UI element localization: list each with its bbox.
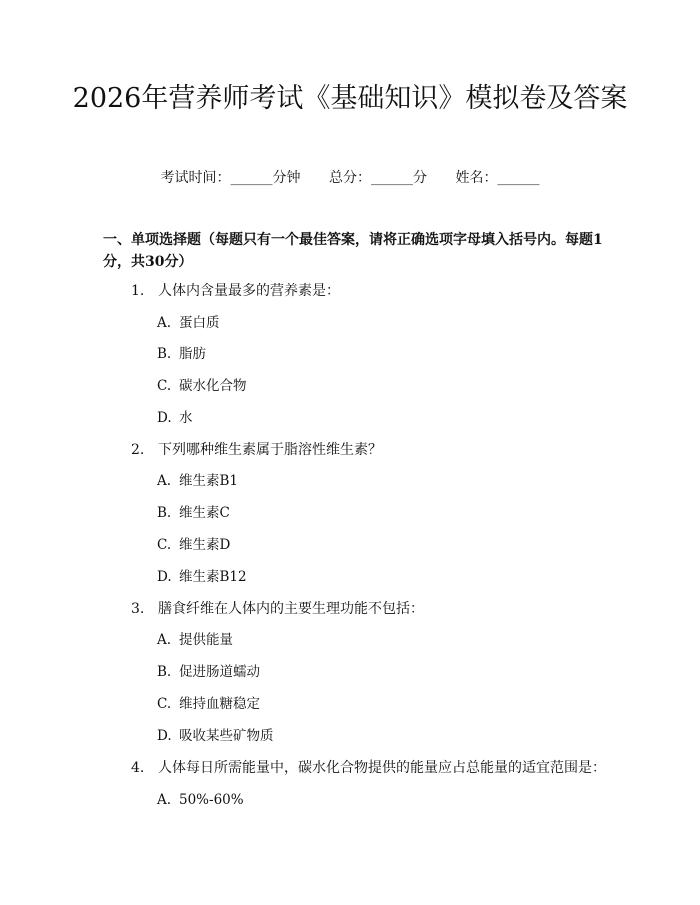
- option-item: [157, 344, 206, 364]
- student-name: 姓名：______: [455, 170, 540, 186]
- option-letter: D.: [157, 728, 172, 744]
- question-text: 膳食纤维在人体内的主要生理功能不包括：: [158, 601, 424, 617]
- option-text: 促进肠道蠕动: [179, 664, 260, 680]
- option-item: [157, 662, 260, 682]
- total-score: 总分：______分: [329, 170, 427, 186]
- section-heading: 一、单项选择题（每题只有一个最佳答案，请将正确选项字母填入括号内。每题1分，共30分）: [103, 232, 603, 270]
- option-text: 维生素B1: [179, 473, 239, 489]
- option-text: 50%-60%: [179, 792, 244, 808]
- option-text: 维生素B12: [179, 569, 247, 585]
- option-letter: D.: [157, 569, 172, 585]
- option-item: [157, 535, 230, 555]
- option-item: [157, 471, 238, 491]
- document-title: 2026年营养师考试《基础知识》模拟卷及答案: [72, 83, 628, 114]
- option-text: 碳水化合物: [179, 378, 247, 394]
- option-item: [157, 726, 274, 746]
- question-number: 3.: [131, 601, 145, 617]
- option-item: [157, 790, 244, 810]
- option-letter: B.: [157, 505, 172, 521]
- question-number: 4.: [131, 760, 145, 776]
- option-text: 维生素C: [179, 505, 230, 521]
- option-item: [157, 630, 233, 650]
- question-number: 2.: [131, 442, 145, 458]
- option-item: [157, 503, 230, 523]
- option-text: 吸收某些矿物质: [179, 728, 274, 744]
- option-letter: C.: [157, 537, 172, 553]
- option-item: [157, 313, 220, 333]
- question-item: [131, 281, 340, 301]
- option-letter: A.: [157, 315, 172, 331]
- option-text: 提供能量: [179, 632, 233, 648]
- question-text: 人体每日所需能量中，碳水化合物提供的能量应占总能量的适宜范围是：: [158, 760, 606, 776]
- option-item: [157, 567, 247, 587]
- option-letter: B.: [157, 664, 172, 680]
- option-text: 蛋白质: [179, 315, 220, 331]
- exam-meta: [0, 168, 700, 188]
- option-text: 脂肪: [179, 346, 206, 362]
- option-item: [157, 376, 247, 396]
- question-text: 下列哪种维生素属于脂溶性维生素？: [158, 442, 382, 458]
- option-text: 维持血糖稳定: [179, 696, 260, 712]
- question-text: 人体内含量最多的营养素是：: [158, 283, 340, 299]
- option-item: [157, 694, 260, 714]
- question-item: [131, 440, 382, 460]
- option-letter: C.: [157, 378, 172, 394]
- option-letter: B.: [157, 346, 172, 362]
- option-text: 水: [179, 410, 193, 426]
- option-letter: A.: [157, 473, 172, 489]
- option-text: 维生素D: [179, 537, 231, 553]
- option-item: [157, 408, 193, 428]
- option-letter: A.: [157, 792, 172, 808]
- exam-time: 考试时间：______分钟: [160, 170, 301, 186]
- option-letter: D.: [157, 410, 172, 426]
- question-item: [131, 758, 606, 778]
- question-number: 1.: [131, 283, 145, 299]
- option-letter: A.: [157, 632, 172, 648]
- question-item: [131, 599, 424, 619]
- option-letter: C.: [157, 696, 172, 712]
